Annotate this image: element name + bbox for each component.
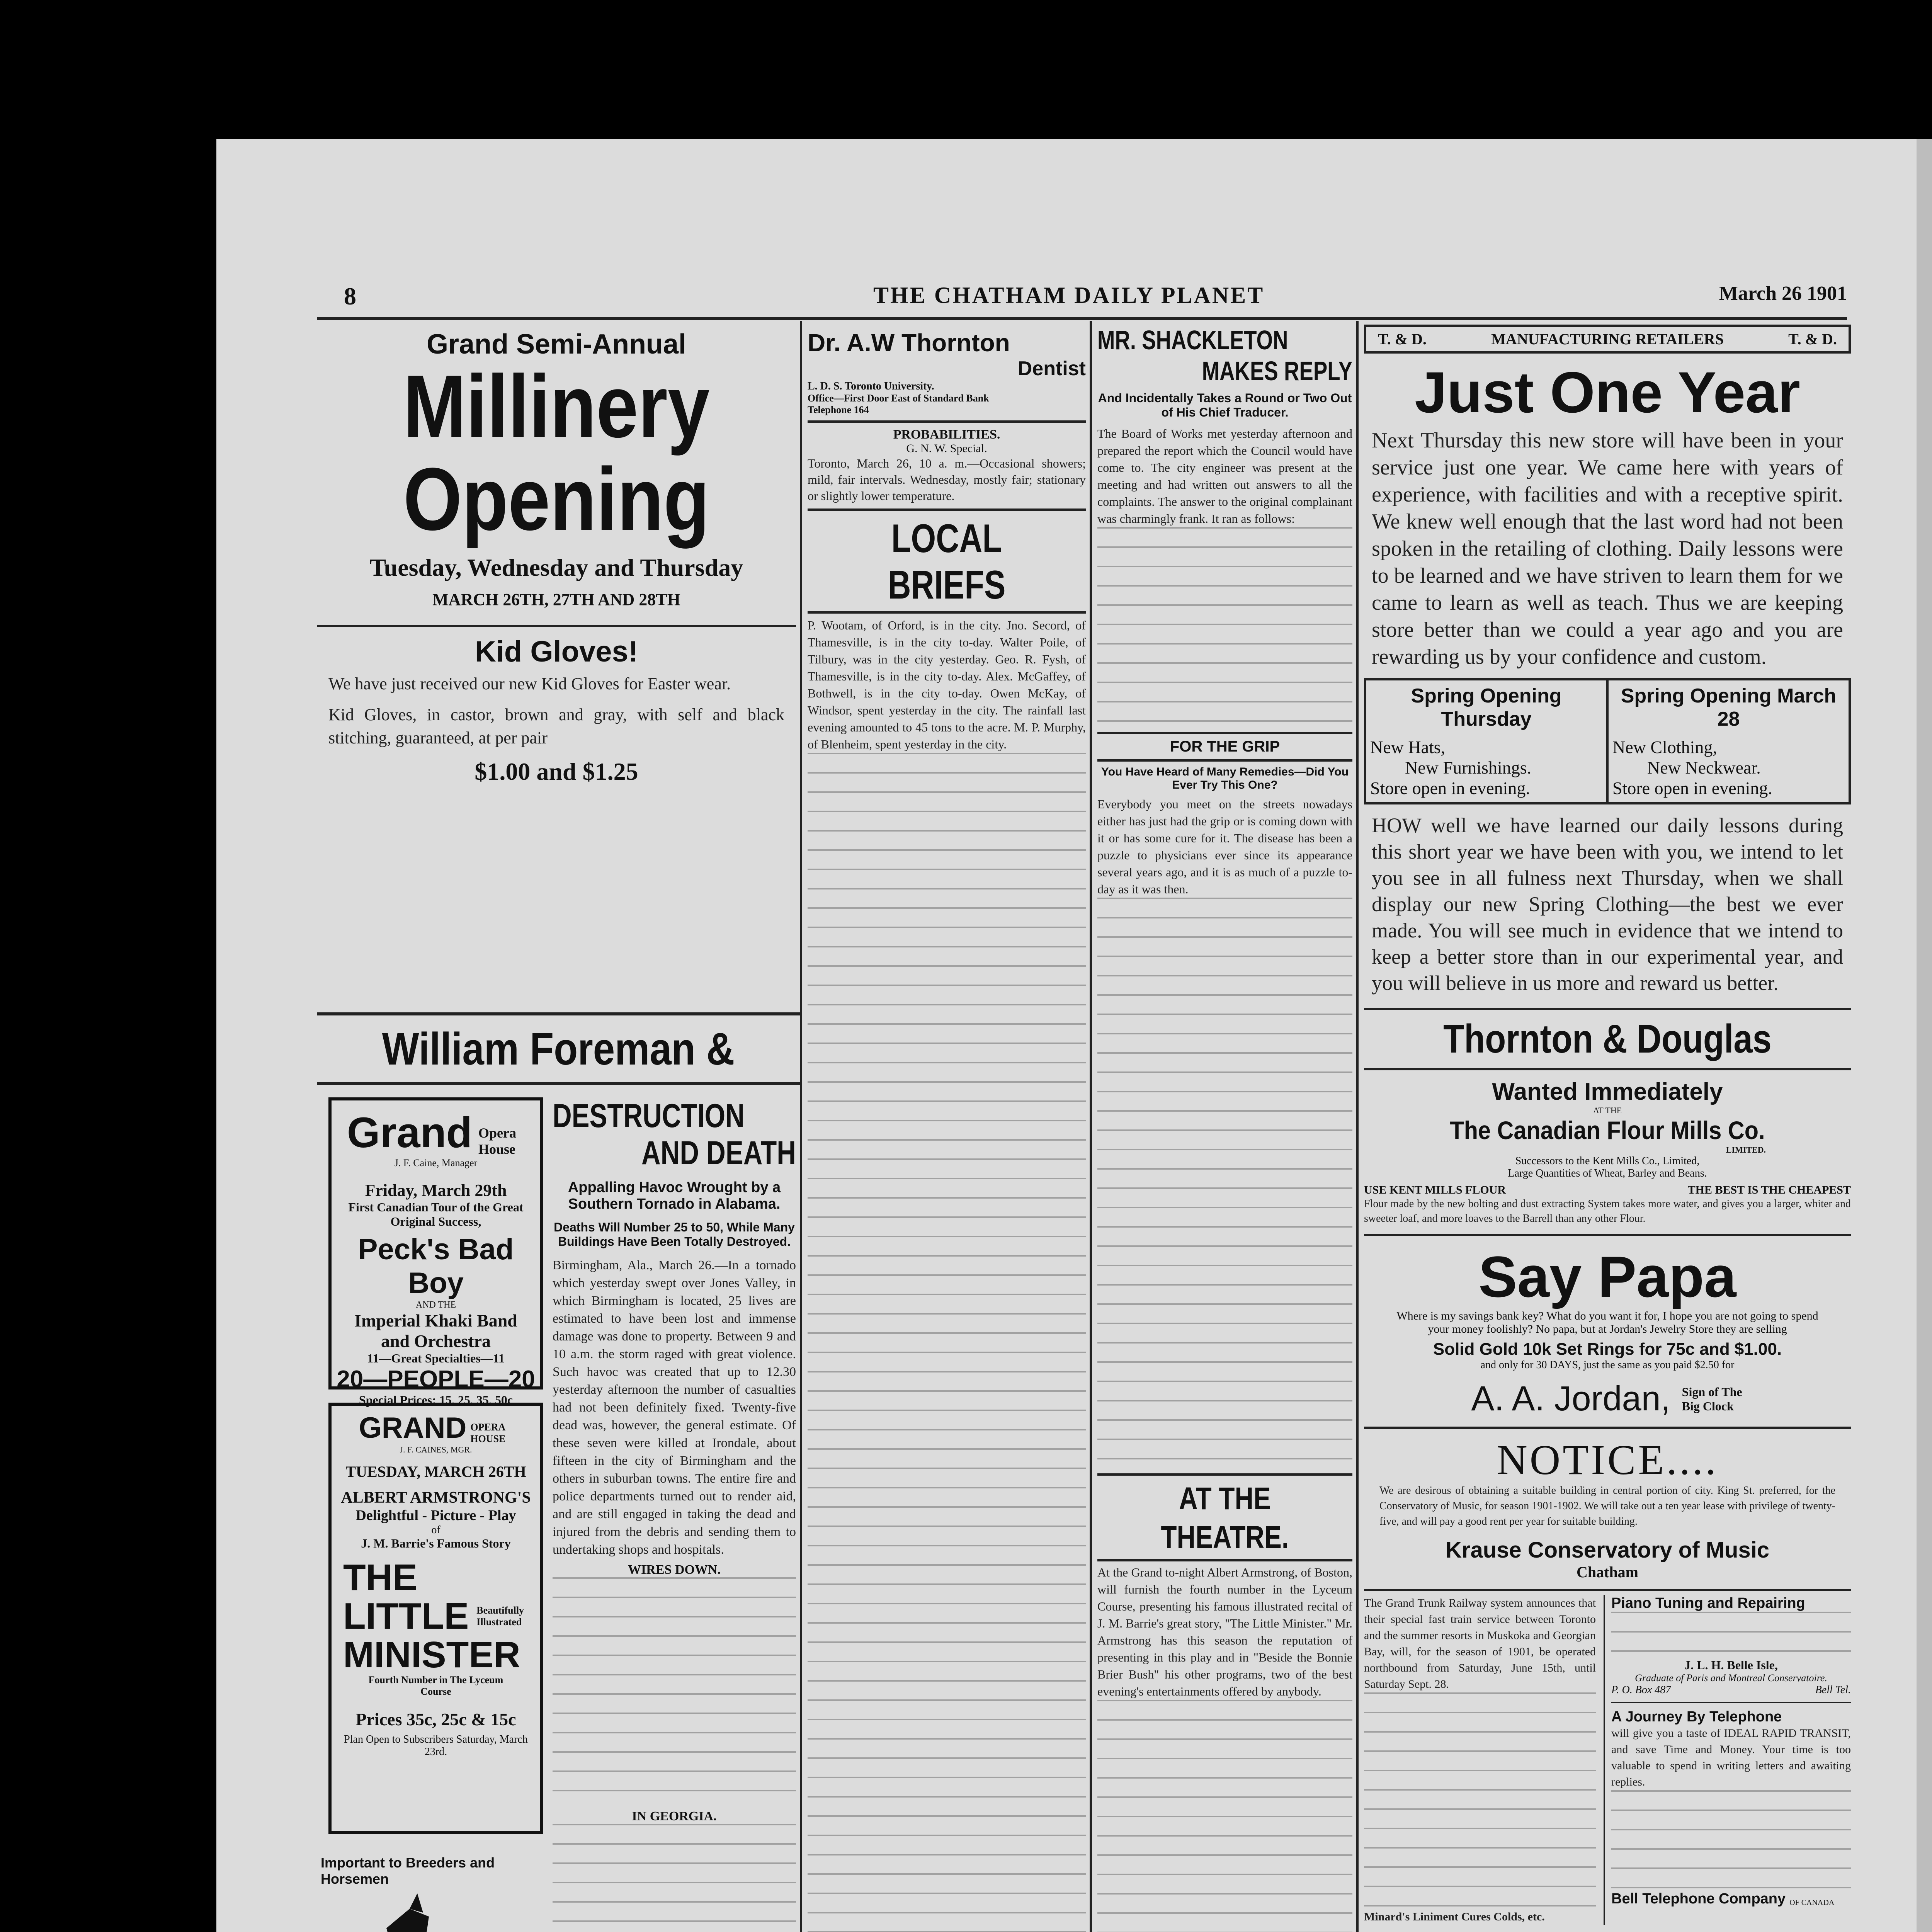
destruction-text: Birmingham, Ala., March 26.—In a tornado which yesterday swept over Jones Valley, in which Birmingham is located, 25 lives are estimated to have been lost and immense damage was done to property. Between 9 and 10 a.m. the storm raged with great violence. Such havoc was created that up to 12.30 yesterday afternoon the number of casualties had not been definitely fixed. Twenty-five dead was, however, the general estimate. Of these seven were killed at Irondale, about fifteen in the city of Birmingham and the others in suburban towns. The entire fire and police departments turned out to render aid, and are still engaged in taking the dead and injured from the debris and sending them to undertaking shops and hospitals. <box>553 1258 796 1557</box>
grand-manager: J. F. Caine, Manager <box>394 1157 478 1168</box>
masthead-rule <box>317 317 1847 320</box>
theatre-text: At the Grand to-night Albert Armstrong, of Boston, will furnish the fourth number in the Lyceum Course, presenting his famous illustrated recital of J. M. Barrie's great story, "The Little Minister." Mr. Armstrong has this season the reputation of presenting in this play and in "Beside the Bonnie Brier Bush" his other programs, two of the best evening's entertainments offered by anybody. <box>1097 1565 1352 1698</box>
grand-desc: First Canadian Tour of the Great Original Success, <box>348 1200 524 1228</box>
grand2-desc: Delightful - Picture - Play <box>355 1507 516 1524</box>
newspaper-page <box>216 139 1917 1932</box>
td-bar-center: MANUFACTURING RETAILERS <box>1491 330 1724 348</box>
telephone-of: OF CANADA <box>1789 1898 1835 1907</box>
grand-show: Peck's Bad Boy <box>358 1233 514 1299</box>
destruction-sub1: Appalling Havoc Wrought by a Southern Tornado in Alabama. <box>568 1179 781 1212</box>
column-4 <box>1364 325 1851 1932</box>
millinery-line2: Millinery <box>403 357 710 456</box>
grand-sub: Opera House <box>478 1125 516 1157</box>
flour-limited: LIMITED. <box>1726 1145 1766 1155</box>
piano-name: J. L. H. Belle Isle, <box>1684 1658 1778 1672</box>
jordan-head: Say Papa <box>1478 1244 1736 1309</box>
grand-date: Friday, March 29th <box>365 1181 507 1200</box>
grand2-plan: Plan Open to Subscribers Saturday, March 23rd. <box>344 1733 528 1758</box>
grip-head: FOR THE GRIP <box>1170 738 1280 755</box>
kid-gloves-text2: Kid Gloves, in castor, brown and gray, with self and black stitching, guaranteed, at per pair <box>328 705 784 747</box>
td-head: Just One Year <box>1415 360 1800 425</box>
column-divider <box>1356 321 1359 1932</box>
minards-text-2: Minard's Liniment Cures Colds, etc. <box>1364 1910 1545 1923</box>
millinery-dates: MARCH 26TH, 27TH AND 28TH <box>432 590 680 609</box>
jordan-text: Where is my savings bank key? What do you want it for, I hope you are not going to spend your money foolishly? No papa, but at Jordan's Jewelry Store they are selling <box>1396 1310 1818 1335</box>
grand2-sub: OPERA HOUSE <box>470 1422 506 1444</box>
td-box1-l1: New Hats, <box>1370 737 1446 757</box>
td-box2-l3: Store open in evening. <box>1612 778 1772 798</box>
dentist-name: Dr. A.W Thornton <box>808 329 1010 357</box>
jordan-sign: Sign of The Big Clock <box>1682 1384 1742 1413</box>
flour-at: AT THE <box>1593 1105 1622 1115</box>
flour-head: Wanted Immediately <box>1492 1078 1723 1105</box>
vet-head: Important to Breeders and Horsemen <box>321 1855 495 1887</box>
jordan-days: and only for 30 DAYS, just the same as you paid $2.50 for <box>1480 1359 1735 1371</box>
column-divider <box>1090 321 1092 1932</box>
column-2 <box>808 325 1086 1932</box>
flour-name: The Canadian Flour Mills Co. <box>1450 1116 1765 1145</box>
flour-best: THE BEST IS THE CHEAPEST <box>1687 1184 1851 1196</box>
td-box1-l2: New Furnishings. <box>1405 758 1532 777</box>
grand-opera-ad-1 <box>328 1097 543 1407</box>
prob-text: Toronto, March 26, 10 a. m.—Occasional showers; mild, fair intervals. Wednesday, mostly fair; stationary or slightly lower temperature. <box>808 456 1086 503</box>
grand-people: 20—PEOPLE—20 <box>337 1366 535 1393</box>
grand-name: Grand <box>347 1109 472 1156</box>
grand2-title2: LITTLE <box>343 1595 469 1637</box>
td-box2-l1: New Clothing, <box>1612 737 1717 757</box>
shackleton-head2: MAKES REPLY <box>1202 356 1352 386</box>
dentist-title: Dentist <box>1017 357 1086 380</box>
prob-head: PROBABILITIES. <box>893 427 1000 442</box>
grand-spec: 11—Great Specialties—11 <box>367 1351 505 1365</box>
millinery-line1: Grand Semi-Annual <box>426 329 687 360</box>
td-bar-right: T. & D. <box>1788 330 1837 348</box>
telephone-head: A Journey By Telephone <box>1611 1709 1782 1725</box>
masthead <box>216 282 1917 313</box>
grand2-illus: Beautifully Illustrated <box>476 1605 524 1628</box>
section-rule <box>317 1012 800 1015</box>
td-box-2 <box>1609 680 1849 802</box>
grand-opera-ad-2 <box>328 1403 543 1834</box>
grand-prices: Special Prices: 15, 25, 35, 50c <box>359 1393 513 1407</box>
column-3 <box>1097 325 1352 1932</box>
piano-grad: Graduate of Paris and Montreal Conservatoire. <box>1635 1672 1827 1684</box>
page-number: 8 <box>344 282 356 310</box>
destruction-article <box>553 1097 796 1932</box>
millinery-line3: Opening <box>403 449 710 549</box>
td-box2-head: Spring Opening March 28 <box>1621 685 1837 730</box>
td-box2-l2: New Neckwear. <box>1647 758 1761 777</box>
telephone-text: will give you a taste of IDEAL RAPID TRANSIT, and save Time and Money. Your time is too valuable to spend in writing letters and awaiting replies. <box>1611 1727 1851 1788</box>
piano-head: Piano Tuning and Repairing <box>1611 1595 1805 1611</box>
destruction-head1: DESTRUCTION <box>553 1097 745 1134</box>
grip-text: Everybody you meet on the streets nowadays either has just had the grip or is coming down with it or has some cure for it. The disease has been a puzzle to physicians ever since its appearance several years ago, and it is as much of a puzzle to-day as it was then. <box>1097 797 1352 896</box>
column-divider <box>800 321 802 1932</box>
notice-name: Krause Conservatory of Music <box>1445 1537 1770 1563</box>
dentist-tel: Telephone 164 <box>808 404 869 415</box>
local-briefs-head: LOCAL BRIEFS <box>888 516 1006 607</box>
millinery-ad <box>317 325 796 1012</box>
grand-trunk-text: The Grand Trunk Railway system announces that their special fast train service between Toronto and the summer resorts in Muskoka and Georgian Bay, will, for the season of 1901, be operated northbound from Saturday, June 15th, until Saturday Sept. 28. <box>1364 1597 1596 1690</box>
destruction-sub2: Deaths Will Number 25 to 50, While Many Buildings Have Been Totally Destroyed. <box>554 1220 795 1248</box>
dentist-degree: L. D. S. Toronto University. <box>808 380 934 392</box>
grip-sub: You Have Heard of Many Remedies—Did You Ever Try This One? <box>1101 765 1349 791</box>
td-bar-left: T. & D. <box>1378 330 1427 348</box>
piano-box: P. O. Box 487 <box>1611 1684 1671 1696</box>
flour-large: Large Quantities of Wheat, Barley and Beans. <box>1508 1167 1707 1179</box>
td-box-1 <box>1366 680 1609 802</box>
flour-succ: Successors to the Kent Mills Co., Limited, <box>1515 1155 1700 1167</box>
kid-gloves-price: $1.00 and $1.25 <box>474 758 638 785</box>
td-box1-head: Spring Opening Thursday <box>1411 685 1562 730</box>
td-bar <box>1364 325 1851 354</box>
jordan-name: A. A. Jordan, <box>1471 1379 1670 1418</box>
grand2-title3: MINISTER <box>343 1634 520 1675</box>
shackleton-text: The Board of Works met yesterday afternoon and prepared the report which the Council would have come to. The city engineer was present at the meeting and had written out answers to all the complaints. The answer to the original complainant was charmingly frank. It ran as follows: <box>1097 427 1352 526</box>
paper-title: THE CHATHAM DAILY PLANET <box>873 282 1265 308</box>
shackleton-sub: And Incidentally Takes a Round or Two Out of His Chief Traducer. <box>1098 391 1352 419</box>
grand-and: AND THE <box>415 1300 456 1310</box>
piano-tel: Bell Tel. <box>1815 1684 1851 1696</box>
destruction-wires: WIRES DOWN. <box>628 1563 721 1577</box>
theatre-head: AT THE THEATRE. <box>1161 1481 1289 1555</box>
flour-text: Flour made by the new bolting and dust extracting System takes more water, and gives you a larger, whiter and sweeter loaf, and more loaves to the Barrell than any other Flour. <box>1364 1198 1851 1225</box>
horse-illustration-icon <box>352 1886 514 1932</box>
merchant-name: William Foreman & <box>382 1024 735 1075</box>
prob-sub: G. N. W. Special. <box>906 442 987 455</box>
grand2-manager: J. F. CAINES, MGR. <box>400 1445 472 1454</box>
shackleton-head1: MR. SHACKLETON <box>1097 325 1288 355</box>
section-rule <box>317 1082 800 1085</box>
grand2-fourth: Fourth Number in The Lyceum Course <box>368 1674 503 1697</box>
destruction-georgia: IN GEORGIA. <box>632 1809 717 1823</box>
grand2-story: J. M. Barrie's Famous Story <box>361 1536 511 1550</box>
td-text: Next Thursday this new store will have been in your service just one year. We came here with years of experience, with facilities and with a receptive spirit. We knew well enough that the last word had not been spoken in the retailing of clothing. Daily lessons were to be learned and we have striven to learn them for we came to learn as well as teach. Thus we are keeping store better than we could a year ago and you are rewarding us by your confidence and custom. <box>1372 429 1843 669</box>
grand-band: Imperial Khaki Band and Orchestra <box>354 1311 517 1351</box>
flour-use: USE KENT MILLS FLOUR <box>1364 1184 1506 1196</box>
telephone-company: Bell Telephone Company <box>1611 1891 1786 1907</box>
grand2-date: TUESDAY, MARCH 26TH <box>345 1463 526 1480</box>
jordan-offer: Solid Gold 10k Set Rings for 75c and $1.00. <box>1433 1340 1782 1359</box>
grand2-prices: Prices 35c, 25c & 15c <box>355 1709 516 1729</box>
kid-gloves-text1: We have just received our new Kid Gloves for Easter wear. <box>328 674 731 693</box>
millinery-days: Tuesday, Wednesday and Thursday <box>369 554 743 581</box>
local-briefs-text: P. Wootam, of Orford, is in the city. Jno. Secord, of Thamesville, is in the city to-day. Walter Poile, of Tilbury, was in the city yesterday. Geo. R. Fysh, of Thamesville, is in the city to-day. Alex. McGaffey, of Bothwell, is in the city to-day. Owen McKay, of Windsor, spent yesterday in the city. The rainfall last evening amounted to 45 tons to the acre. M. P. Murphy, of Blenheim, spent yesterday in the city. <box>808 618 1086 751</box>
td-name: Thornton & Douglas <box>1443 1017 1772 1061</box>
notice-text: We are desirous of obtaining a suitable building in central portion of city. King St. preferred, for the Conservatory of Music, for season 1901-1902. We will take out a ten year lease with privilege of twenty-five, and will pay a good rent per year for suitable building. <box>1379 1485 1835 1527</box>
grand2-of: of <box>431 1524 440 1536</box>
destruction-head2: AND DEATH <box>641 1134 796 1172</box>
td-text2: HOW well we have learned our daily lessons during this short year we have been with you, we intend to let you see in all fulness next Thursday, when we shall display our new Spring Clothing—the best we ever made. You will see much in evidence that we intend to keep a better store than in our experimental year, and you will believe in us more and reward us better. <box>1372 814 1843 995</box>
grand2-name: GRAND <box>359 1412 467 1444</box>
dentist-office: Office—First Door East of Standard Bank <box>808 393 989 404</box>
td-box1-l3: Store open in evening. <box>1370 778 1530 798</box>
grand2-title1: THE <box>343 1557 417 1598</box>
grand2-actor: ALBERT ARMSTRONG'S <box>341 1489 531 1507</box>
issue-date: March 26 1901 <box>1719 282 1847 304</box>
kid-gloves-title: Kid Gloves! <box>474 635 638 668</box>
veterinary-ad <box>321 1855 545 1932</box>
td-boxes <box>1364 678 1851 804</box>
notice-head: NOTICE.... <box>1497 1436 1718 1483</box>
notice-city: Chatham <box>1576 1563 1639 1581</box>
